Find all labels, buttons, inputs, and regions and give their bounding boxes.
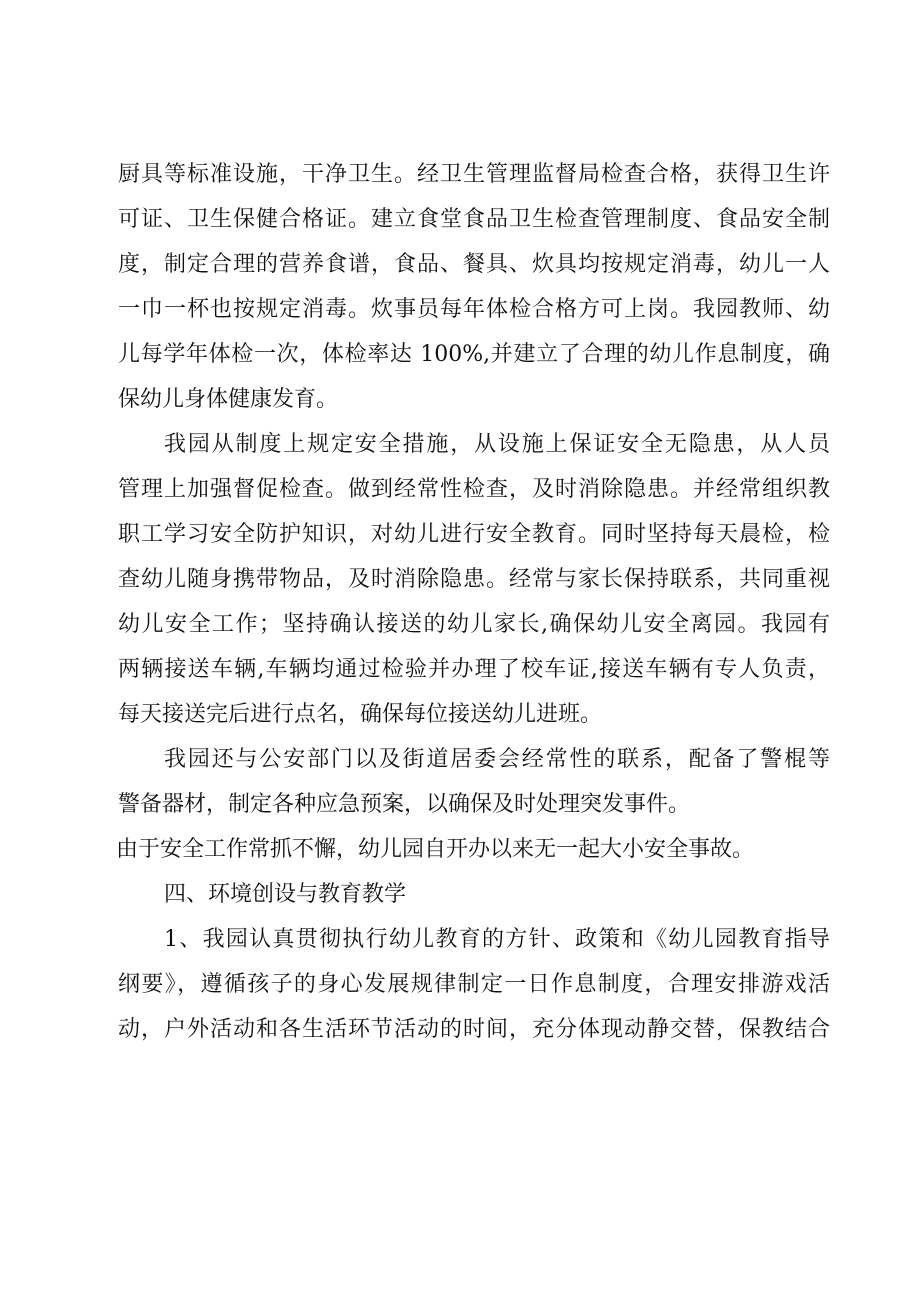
text-line: 管理上加强督促检查。做到经常性检查，及时消除隐患。并经常组织教 xyxy=(118,477,830,502)
text-line: 度，制定合理的营养食谱，食品、餐具、炊具均按规定消毒，幼儿一人 xyxy=(118,252,830,277)
text-line: 可证、卫生保健合格证。建立食堂食品卫生检查管理制度、食品安全制 xyxy=(118,207,830,232)
text-line: 两辆接送车辆,车辆均通过检验并办理了校车证,接送车辆有专人负责， xyxy=(118,657,830,682)
text-line: 每天接送完后进行点名，确保每位接送幼儿进班。 xyxy=(118,702,603,727)
text-line: 幼儿安全工作；坚持确认接送的幼儿家长,确保幼儿安全离园。我园有 xyxy=(118,612,830,637)
section-heading: 四、环境创设与教育教学 xyxy=(164,882,407,907)
text-line: 一巾一杯也按规定消毒。炊事员每年体检合格方可上岗。我园教师、幼 xyxy=(118,297,830,322)
paragraph-education-guidelines xyxy=(118,917,830,1052)
text-line: 由于安全工作常抓不懈，幼儿园自开办以来无一起大小安全事故。 xyxy=(116,837,755,862)
text-line: 职工学习安全防护知识，对幼儿进行安全教育。同时坚持每天晨检，检 xyxy=(118,522,830,547)
section-heading-environment-education xyxy=(118,872,830,917)
text-line: 我园从制度上规定安全措施，从设施上保证安全无隐患，从人员 xyxy=(164,432,830,457)
paragraph-kitchen-hygiene xyxy=(118,152,830,422)
text-line: 查幼儿随身携带物品，及时消除隐患。经常与家长保持联系，共同重视 xyxy=(118,567,830,592)
text-line: 纲要》，遵循孩子的身心发展规律制定一日作息制度，合理安排游戏活 xyxy=(118,972,830,997)
text-line: 儿每学年体检一次，体检率达 100%,并建立了合理的幼儿作息制度，确 xyxy=(118,342,830,367)
text-line: 我园还与公安部门以及街道居委会经常性的联系，配备了警棍等 xyxy=(164,747,830,772)
paragraph-no-accidents xyxy=(118,827,830,872)
text-line: 厨具等标准设施，干净卫生。经卫生管理监督局检查合格，获得卫生许 xyxy=(118,162,830,187)
text-line: 保幼儿身体健康发育。 xyxy=(118,387,339,412)
text-line: 警备器材，制定各种应急预案，以确保及时处理突发事件。 xyxy=(118,792,691,817)
document-body xyxy=(118,152,830,1052)
paragraph-police-liaison xyxy=(118,737,830,827)
text-line: 1、我园认真贯彻执行幼儿教育的方针、政策和《幼儿园教育指导 xyxy=(164,927,830,952)
paragraph-safety-measures xyxy=(118,422,830,737)
text-line: 动，户外活动和各生活环节活动的时间，充分体现动静交替，保教结合 xyxy=(118,1017,830,1042)
